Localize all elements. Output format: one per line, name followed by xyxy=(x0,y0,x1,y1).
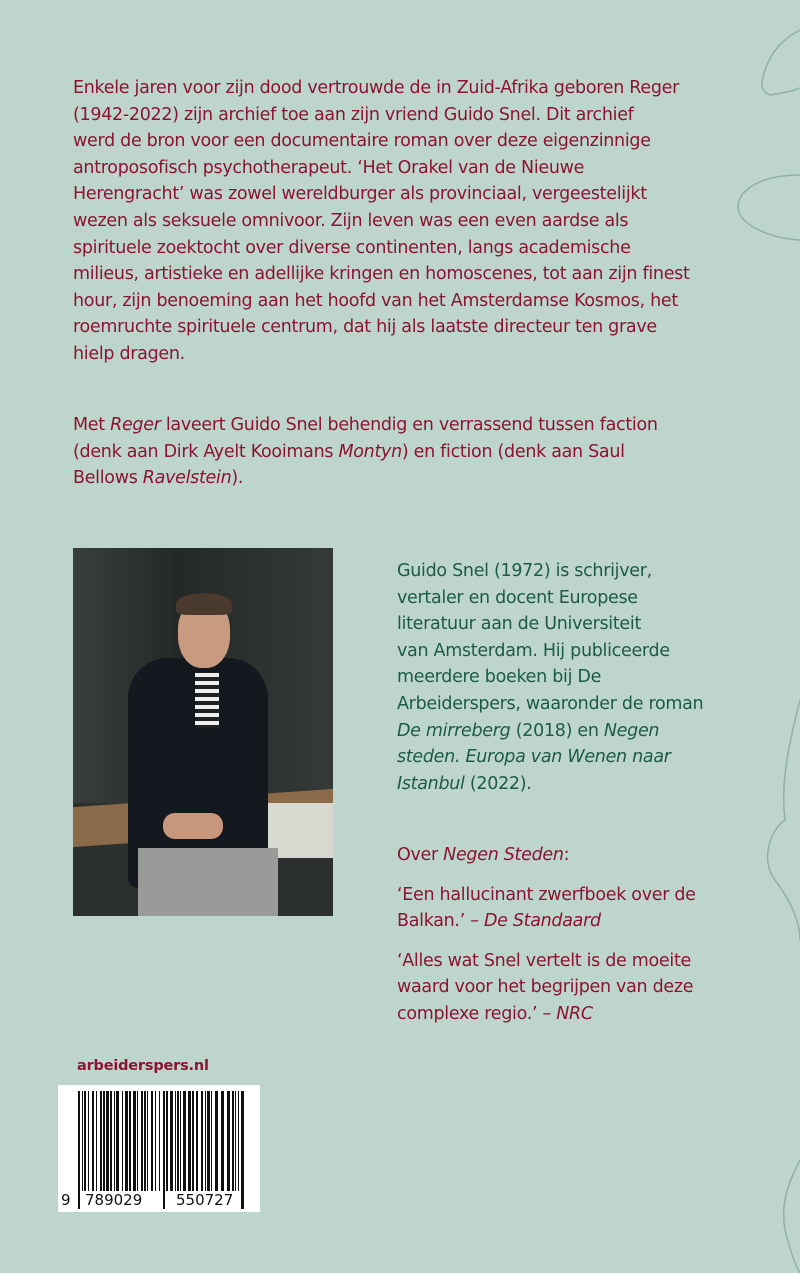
italic-title: Negen xyxy=(603,720,660,741)
barcode-bar xyxy=(170,1091,173,1191)
comparison-paragraph xyxy=(73,412,658,492)
text-line xyxy=(397,842,696,869)
text-line xyxy=(397,948,696,975)
text-segment: ). xyxy=(231,468,244,489)
italic-title: Istanbul xyxy=(397,773,465,794)
barcode-bar xyxy=(241,1091,244,1209)
barcode-bar xyxy=(196,1091,198,1191)
text-line xyxy=(73,102,690,129)
barcode-first-digit: 9 xyxy=(61,1191,71,1209)
barcode-bar xyxy=(92,1091,94,1191)
barcode-bar xyxy=(211,1091,212,1191)
italic-title: De mirreberg xyxy=(397,720,511,741)
barcode-bar xyxy=(175,1091,176,1191)
text-segment: vertaler en docent Europese xyxy=(397,587,638,608)
text-segment: hour, zijn benoeming aan het hoofd van het Amsterdamse Kosmos, het xyxy=(73,290,678,311)
barcode-bar xyxy=(122,1091,123,1191)
italic-title: Negen Steden xyxy=(443,845,564,865)
barcode-bar xyxy=(82,1091,83,1191)
text-line xyxy=(397,585,703,612)
text-line xyxy=(73,128,690,155)
italic-title: Ravelstein xyxy=(142,468,232,489)
text-segment: : xyxy=(563,845,570,865)
text-segment: (2018) en xyxy=(510,720,604,741)
text-segment: (2022). xyxy=(464,773,532,794)
author-photo xyxy=(73,548,333,916)
blurb-paragraph xyxy=(73,75,690,368)
text-segment: waard voor het begrijpen van deze xyxy=(397,977,694,998)
barcode-bar xyxy=(147,1091,148,1191)
text-segment: milieus, artistieke en adellijke kringen en homoscenes, tot aan zijn finest xyxy=(73,264,690,285)
text-line xyxy=(73,341,690,368)
barcode-bar xyxy=(201,1091,203,1191)
barcode-bar xyxy=(88,1091,89,1191)
text-line xyxy=(73,155,690,182)
barcode-right-digits: 550727 xyxy=(173,1193,236,1208)
text-line xyxy=(397,744,703,771)
review-quote xyxy=(397,882,696,935)
text-segment: hielp dragen. xyxy=(73,343,185,364)
text-segment: wezen als seksuele omnivoor. Zijn leven was een even aardse als xyxy=(73,210,629,231)
text-segment: laveert Guido Snel behendig en verrassend tussen faction xyxy=(160,415,658,435)
text-line xyxy=(73,181,690,208)
text-line xyxy=(73,261,690,288)
barcode-bar xyxy=(125,1091,128,1191)
text-segment: Arbeiderspers, waaronder de roman xyxy=(397,693,704,714)
text-line xyxy=(73,208,690,235)
barcode-bar xyxy=(227,1091,230,1191)
barcode-bar xyxy=(151,1091,153,1191)
text-line xyxy=(397,558,703,585)
isbn-barcode xyxy=(58,1085,260,1212)
barcode-bar xyxy=(235,1091,236,1191)
text-segment: ‘Alles wat Snel vertelt is de moeite xyxy=(397,950,691,971)
barcode-bar xyxy=(159,1091,160,1191)
text-segment: Bellows xyxy=(73,468,143,489)
barcode-bar xyxy=(155,1091,156,1191)
barcode-bar xyxy=(177,1091,179,1191)
barcode-bar xyxy=(103,1091,105,1191)
text-segment: spirituele zoektocht over diverse continenten, langs academische xyxy=(73,237,631,258)
text-line xyxy=(73,75,690,102)
text-segment: (1942-2022) zijn archief toe aan zijn vriend Guido Snel. Dit archief xyxy=(73,104,634,125)
text-line xyxy=(397,718,703,745)
barcode-bar xyxy=(96,1091,97,1191)
barcode-bar xyxy=(116,1091,119,1191)
text-segment: meerdere boeken bij De xyxy=(397,667,602,688)
text-line xyxy=(397,882,696,909)
barcode-bar xyxy=(163,1091,165,1209)
barcode-bar xyxy=(114,1091,115,1191)
barcode-bar xyxy=(133,1091,136,1191)
barcode-bar xyxy=(207,1091,210,1191)
text-line xyxy=(73,288,690,315)
text-line xyxy=(397,664,703,691)
text-line xyxy=(397,638,703,665)
barcode-bar xyxy=(110,1091,112,1191)
text-line xyxy=(397,908,696,935)
barcode-bar xyxy=(166,1091,168,1191)
barcode-bar xyxy=(238,1091,239,1191)
barcode-bar xyxy=(205,1091,206,1191)
barcode-bar xyxy=(215,1091,218,1191)
text-segment: roemruchte spirituele centrum, dat hij als laatste directeur ten grave xyxy=(73,317,657,338)
author-bio xyxy=(397,558,703,797)
barcode-bar xyxy=(78,1091,80,1209)
text-segment: Guido Snel (1972) is schrijver, xyxy=(397,561,652,581)
barcode-bar xyxy=(137,1091,138,1191)
text-segment: Herengracht’ was zowel wereldburger als provinciaal, vergeestelijkt xyxy=(73,184,647,205)
barcode-bar xyxy=(221,1091,224,1191)
text-line xyxy=(73,439,658,466)
barcode-bar xyxy=(129,1091,131,1191)
text-segment: literatuur aan de Universiteit xyxy=(397,614,642,635)
barcode-bar xyxy=(84,1091,86,1191)
text-segment: Over xyxy=(397,845,444,865)
barcode-bar xyxy=(144,1091,146,1191)
review-quote xyxy=(397,948,696,1028)
text-line xyxy=(73,235,690,262)
italic-title: Reger xyxy=(110,415,161,435)
barcode-bar xyxy=(188,1091,191,1191)
barcode-bar xyxy=(180,1091,181,1191)
text-line xyxy=(397,974,696,1001)
italic-title: NRC xyxy=(556,1003,593,1024)
text-line xyxy=(397,611,703,638)
text-segment: antroposofisch psychotherapeut. ‘Het Orakel van de Nieuwe xyxy=(73,157,585,178)
publisher-website[interactable]: arbeiderspers.nl xyxy=(77,1058,209,1074)
barcode-bar xyxy=(192,1091,194,1191)
text-line xyxy=(397,1001,696,1028)
reviews-section xyxy=(397,842,696,1028)
text-segment: werd de bron voor een documentaire roman over deze eigenzinnige xyxy=(73,131,651,152)
barcode-bar xyxy=(100,1091,102,1191)
italic-title: steden. Europa van Wenen naar xyxy=(397,747,671,768)
text-segment: ‘Een hallucinant zwerfboek over de xyxy=(397,884,696,905)
italic-title: De Standaard xyxy=(483,911,601,932)
barcode-bar xyxy=(141,1091,143,1191)
text-segment: van Amsterdam. Hij publiceerde xyxy=(397,640,670,661)
text-segment: complexe regio.’ – xyxy=(397,1003,557,1024)
text-segment: Enkele jaren voor zijn dood vertrouwde de in Zuid-Afrika geboren Reger xyxy=(73,78,680,98)
text-line xyxy=(397,771,703,798)
barcode-bar xyxy=(232,1091,234,1191)
text-segment: (denk aan Dirk Ayelt Kooimans xyxy=(73,441,339,462)
text-segment: Balkan.’ – xyxy=(397,911,484,932)
barcode-bar xyxy=(106,1091,109,1191)
text-segment: Met xyxy=(73,415,111,435)
barcode-bar xyxy=(183,1091,186,1191)
text-line xyxy=(73,314,690,341)
barcode-left-digits: 789029 xyxy=(82,1193,145,1208)
text-line xyxy=(73,465,658,492)
text-line xyxy=(73,412,658,439)
italic-title: Montyn xyxy=(338,441,402,462)
text-line xyxy=(397,691,703,718)
text-segment: ) en fiction (denk aan Saul xyxy=(401,441,625,462)
